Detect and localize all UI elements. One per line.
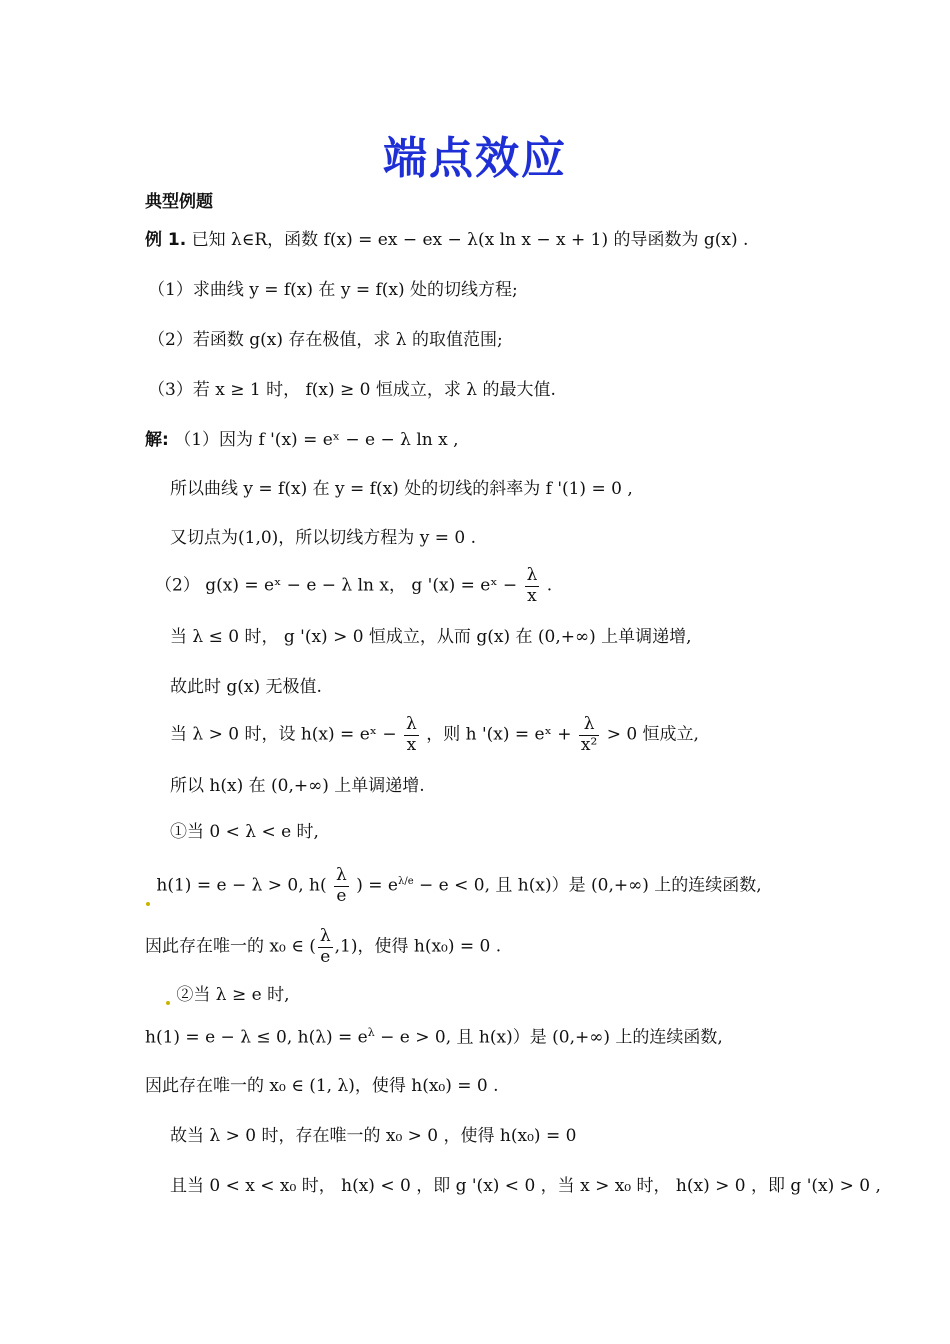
solution-step-3: 又切点为(1,0)，所以切线方程为 y = 0 . <box>170 528 476 548</box>
solution-step-2: 所以曲线 y = f(x) 在 y = f(x) 处的切线的斜率为 f '(1) = 0 , <box>170 479 633 499</box>
case-2-text-b: − e > 0, 且 h(x)）是 (0,+∞) 上的连续函数, <box>374 1027 723 1048</box>
solution-step-1-text: （1）因为 f '(x) = eˣ − e − λ ln x , <box>174 430 459 450</box>
solution-step-5: 当 λ ≤ 0 时， g '(x) > 0 恒成立，从而 g(x) 在 (0,+∞) 上单调递增, <box>170 627 692 647</box>
case-2-heading-text: ②当 λ ≥ e 时, <box>176 985 290 1005</box>
case-2-line-b: 因此存在唯一的 x₀ ∈ (1, λ)，使得 h(x₀) = 0 . <box>145 1076 499 1096</box>
case-2-text-a: h(1) = e − λ ≤ 0, h(λ) = e <box>145 1027 368 1048</box>
fraction-denominator: x² <box>580 734 598 755</box>
exponent: λ/e <box>397 875 414 887</box>
solution-step-9: 故当 λ > 0 时，存在唯一的 x₀ > 0 ，使得 h(x₀) = 0 <box>170 1126 577 1146</box>
annotation-dot <box>166 1001 170 1005</box>
step-7-text-a: 当 λ > 0 时，设 h(x) = eˣ − <box>170 724 397 745</box>
step-4-text: （2） g(x) = eˣ − e − λ ln x， g '(x) = eˣ − <box>155 575 518 596</box>
step-7-text-c: > 0 恒成立, <box>606 724 699 745</box>
case-1-heading: ①当 0 < λ < e 时, <box>170 822 319 842</box>
fraction-denominator: e <box>336 885 347 906</box>
example-text: 已知 λ∈R，函数 f(x) = ex − ex − λ(x ln x − x + 1) 的导函数为 g(x) . <box>191 230 749 250</box>
solution-step-1 <box>145 430 459 450</box>
fraction-numerator: λ <box>526 565 538 585</box>
case-1-text-a: h(1) = e − λ > 0, h( <box>156 875 327 896</box>
case-1-line-a <box>145 866 762 906</box>
case-1-text-d: 因此存在唯一的 x₀ ∈ ( <box>145 936 316 957</box>
fraction-lambda-over-e <box>334 866 349 906</box>
question-1: （1）求曲线 y = f(x) 在 y = f(x) 处的切线方程; <box>148 280 518 300</box>
solution-label: 解: <box>145 430 169 450</box>
page-title: 端点效应 <box>383 133 567 184</box>
fraction-lambda-over-x <box>525 566 540 606</box>
fraction-numerator: λ <box>579 715 599 736</box>
fraction-lambda-over-e <box>318 927 333 967</box>
step-7-text-b: ，则 h '(x) = eˣ + <box>426 724 572 745</box>
fraction-lambda-over-x-squared <box>579 715 599 755</box>
fraction-numerator: λ <box>319 926 331 946</box>
annotation-dot <box>146 902 150 906</box>
solution-step-8: 所以 h(x) 在 (0,+∞) 上单调递增. <box>170 776 425 796</box>
case-2-heading <box>165 985 290 1005</box>
solution-step-4 <box>155 566 552 606</box>
fraction-denominator: e <box>320 946 331 967</box>
fraction-lambda-over-x <box>404 715 419 755</box>
fraction-denominator: x <box>406 734 417 755</box>
fraction-numerator: λ <box>406 714 417 734</box>
case-1-text-e: ,1)，使得 h(x₀) = 0 . <box>334 936 502 957</box>
solution-step-6: 故此时 g(x) 无极值. <box>170 677 322 697</box>
step-4-end: . <box>546 575 553 596</box>
example-statement <box>145 230 748 250</box>
example-label: 例 1. <box>145 230 187 250</box>
question-3: （3）若 x ≥ 1 时， f(x) ≥ 0 恒成立，求 λ 的最大值. <box>148 380 556 400</box>
case-1-text-c: − e < 0, 且 h(x)）是 (0,+∞) 上的连续函数, <box>413 875 762 896</box>
section-heading: 典型例题 <box>145 192 213 212</box>
fraction-numerator: λ <box>336 865 347 885</box>
question-2: （2）若函数 g(x) 存在极值，求 λ 的取值范围; <box>148 330 503 350</box>
case-1-line-b <box>145 927 501 967</box>
solution-step-7 <box>170 715 699 755</box>
case-1-text-b: ) = e <box>356 875 398 896</box>
solution-step-10: 且当 0 < x < x₀ 时， h(x) < 0 ，即 g '(x) < 0 ，当 x > x₀ 时， h(x) > 0 ，即 g '(x) > 0 , <box>170 1176 881 1196</box>
fraction-denominator: x <box>527 585 537 606</box>
exponent: λ <box>367 1026 375 1039</box>
case-2-line-a <box>145 1026 723 1048</box>
